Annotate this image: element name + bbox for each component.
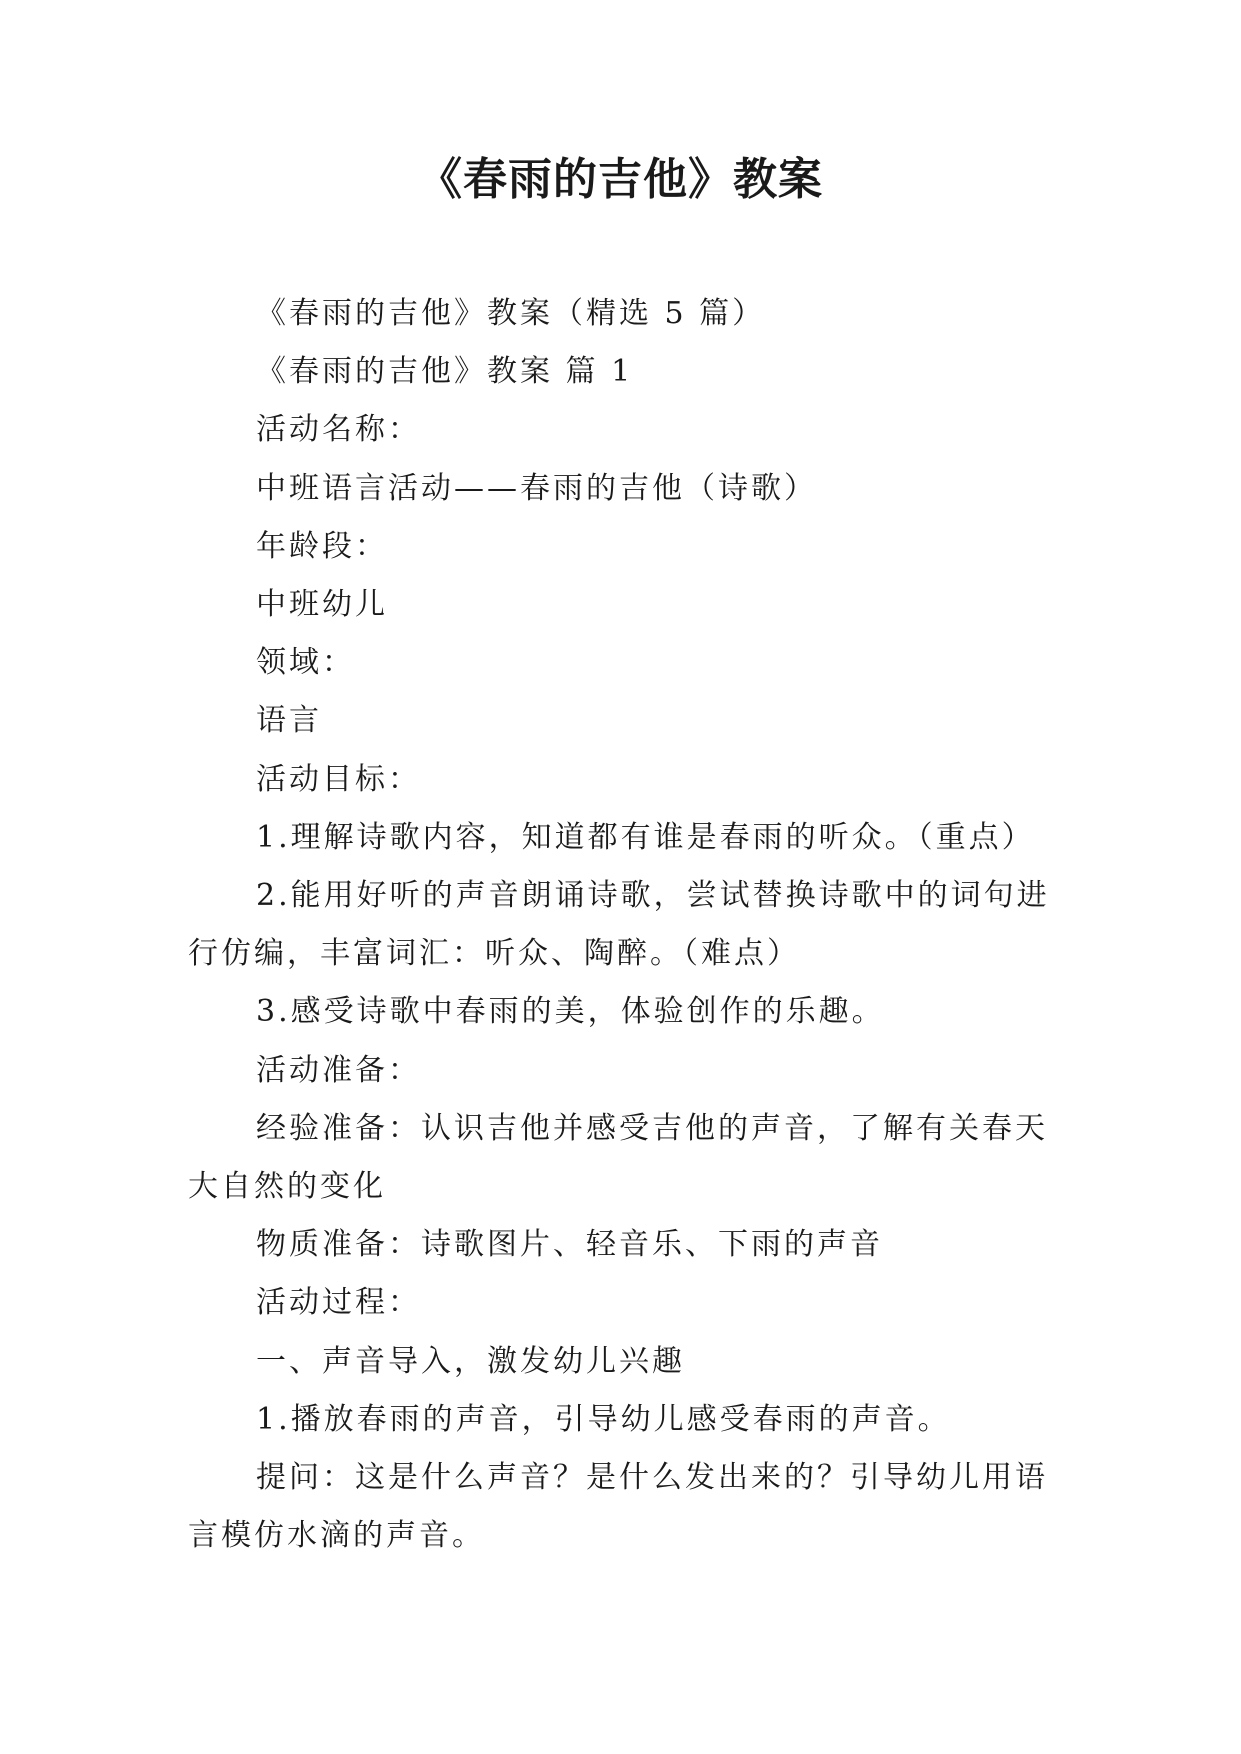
paragraph-goal-1: 1.理解诗歌内容，知道都有谁是春雨的听众。（重点） bbox=[256, 819, 1035, 855]
paragraph-label-preparation: 活动准备： bbox=[256, 1052, 421, 1088]
paragraph-activity-name: 中班语言活动——春雨的吉他（诗歌） bbox=[256, 470, 817, 506]
paragraph-goal-2: 2.能用好听的声音朗诵诗歌，尝试替换诗歌中的词句进行仿编，丰富词汇：听众、陶醉。（难点） bbox=[188, 878, 1050, 972]
document-title: 《春雨的吉他》教案 bbox=[418, 154, 823, 205]
document-body bbox=[188, 285, 1050, 1565]
paragraph-label-activity-name: 活动名称： bbox=[256, 412, 421, 448]
paragraph-step-1-1: 1.播放春雨的声音，引导幼儿感受春雨的声音。 bbox=[256, 1401, 951, 1437]
paragraph-experience-prep: 经验准备：认识吉他并感受吉他的声音，了解有关春天大自然的变化 bbox=[188, 1110, 1048, 1205]
paragraph-domain: 语言 bbox=[256, 703, 322, 739]
paragraph-step-heading-1: 一、声音导入，激发幼儿兴趣 bbox=[256, 1343, 685, 1379]
paragraph-age-group: 中班幼儿 bbox=[256, 587, 388, 623]
paragraph-question: 提问：这是什么声音？是什么发出来的？引导幼儿用语言模仿水滴的声音。 bbox=[188, 1460, 1048, 1554]
paragraph-label-domain: 领域： bbox=[256, 645, 355, 681]
paragraph-material-prep: 物质准备：诗歌图片、轻音乐、下雨的声音 bbox=[256, 1227, 883, 1263]
paragraph-subtitle: 《春雨的吉他》教案（精选 5 篇） bbox=[256, 296, 766, 331]
paragraph-label-goals: 活动目标： bbox=[256, 761, 421, 797]
paragraph-section-heading: 《春雨的吉他》教案 篇 1 bbox=[256, 354, 634, 390]
paragraph-goal-3: 3.感受诗歌中春雨的美，体验创作的乐趣。 bbox=[256, 994, 885, 1030]
paragraph-label-process: 活动过程： bbox=[256, 1285, 421, 1321]
paragraph-label-age-group: 年龄段： bbox=[256, 528, 388, 564]
